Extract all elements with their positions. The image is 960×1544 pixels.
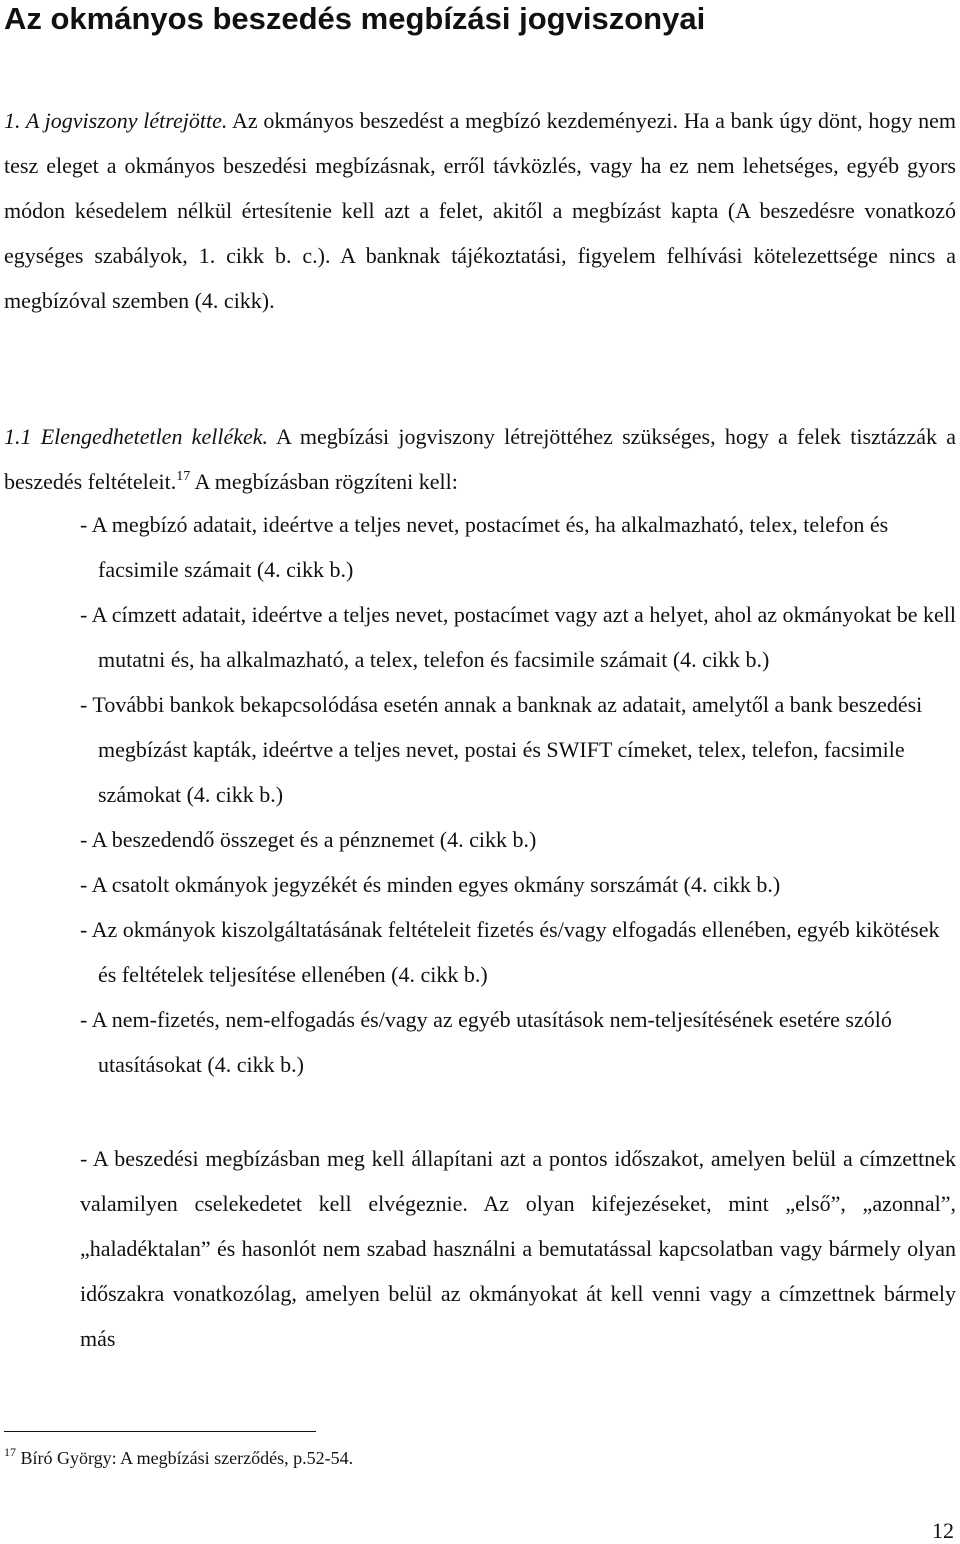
- requirements-list: [80, 502, 956, 1087]
- section-1-heading: 1. A jogviszony létrejötte.: [4, 108, 228, 133]
- section-1-1-paragraph: [4, 414, 956, 504]
- footnote-number: 17: [4, 1445, 16, 1459]
- footnote-reference[interactable]: 17: [176, 469, 191, 484]
- page-number: 12: [932, 1518, 954, 1543]
- closing-paragraph: - A beszedési megbízásban meg kell állapítani azt a pontos időszakot, amelyen belül a címzettnek valamilyen cselekedetet kell elvégeznie. Az olyan kifejezéseket, mint „első”, „azonnal”, „haladéktalan” és hasonlót nem szabad használni a bemutatással kapcsolatban vagy bármely olyan időszakra vonatkozólag, amelyen belül az okmányokat át kell venni vagy a címzettnek bármely más: [80, 1146, 956, 1351]
- list-item: - Az okmányok kiszolgáltatásának feltételeit fizetés és/vagy elfogadás ellenében, egyéb kikötések és feltételek teljesítése ellenében (4. cikk b.): [80, 917, 940, 987]
- section-1-1-text-after: A megbízásban rögzíteni kell:: [190, 469, 458, 494]
- section-1-1-text: A megbízási jogviszony létrejöttéhez szükséges, hogy a felek tisztázzák a beszedés feltételeit.: [4, 424, 956, 494]
- list-item: - A megbízó adatait, ideértve a teljes nevet, postacímet és, ha alkalmazható, telex, telefon és facsimile számait (4. cikk b.): [80, 512, 889, 582]
- list-item: - A nem-fizetés, nem-elfogadás és/vagy az egyéb utasítások nem-teljesítésének esetére szóló utasításokat (4. cikk b.): [80, 1007, 892, 1077]
- footnote-text: Bíró György: A megbízási szerződés, p.52-54.: [16, 1448, 354, 1468]
- list-item: - A beszedendő összeget és a pénznemet (4. cikk b.): [80, 827, 537, 852]
- list-item: - További bankok bekapcsolódása esetén annak a banknak az adatait, amelytől a bank beszedési megbízást kapták, ideértve a teljes nevet, postai és SWIFT címeket, telex, telefon, facsimile számokat (4. cikk b.): [80, 692, 923, 807]
- list-item: - A csatolt okmányok jegyzékét és minden egyes okmány sorszámát (4. cikk b.): [80, 872, 781, 897]
- list-item: - A címzett adatait, ideértve a teljes nevet, postacímet vagy azt a helyet, ahol az okmányokat be kell mutatni és, ha alkalmazható, a telex, telefon és facsimile számait (4. cikk b.): [80, 602, 956, 672]
- page-title: Az okmányos beszedés megbízási jogviszonyai: [4, 1, 706, 36]
- section-1-text: Az okmányos beszedést a megbízó kezdeményezi. Ha a bank úgy dönt, hogy nem tesz eleget a okmányos beszedési megbízásnak, erről távközlés, vagy ha ez nem lehetséges, egyéb gyors módon késedelem nélkül értesítenie kell azt a felet, akitől a megbízást kapta (A beszedésre vonatkozó egységes szabályok, 1. cikk b. c.). A banknak tájékoztatási, figyelem felhívási kötelezettsége nincs a megbízóval szemben (4. cikk).: [4, 108, 956, 313]
- section-1-1-heading: 1.1 Elengedhetetlen kellékek.: [4, 424, 268, 449]
- footnote: [4, 1444, 353, 1472]
- section-1-paragraph: [4, 98, 956, 323]
- footnote-divider: [4, 1431, 316, 1432]
